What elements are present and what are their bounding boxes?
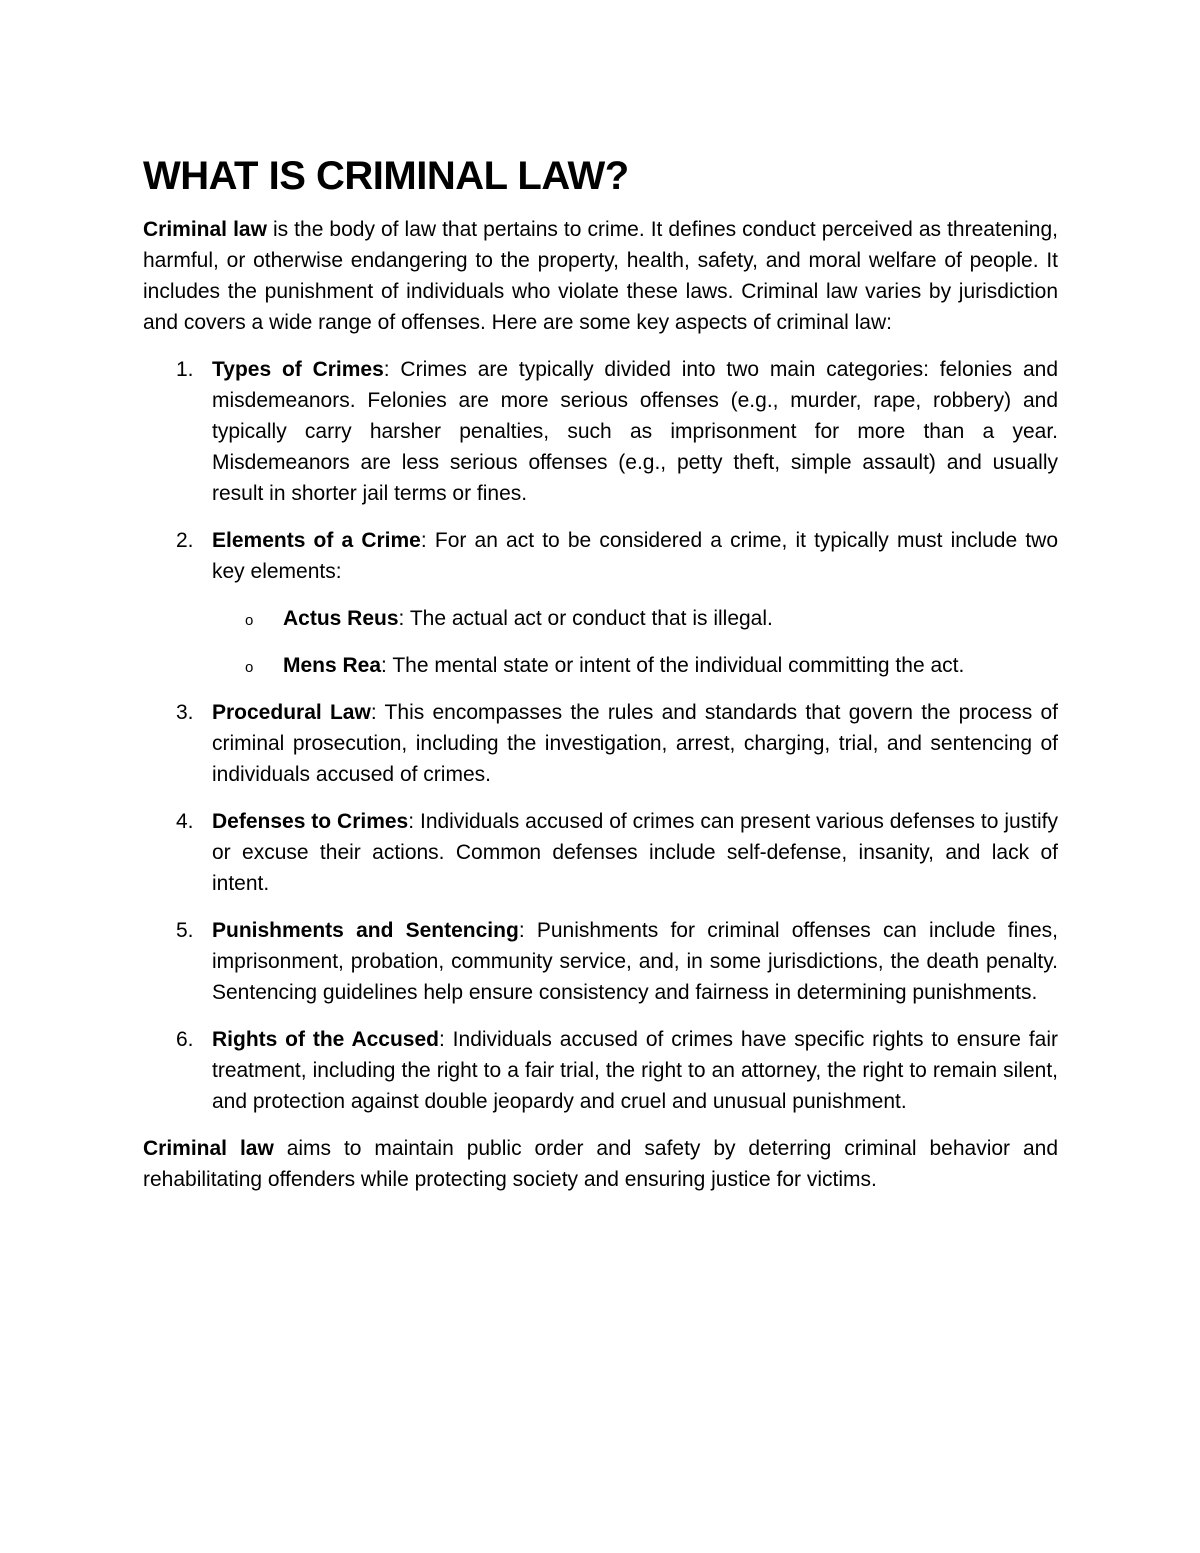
sublist-item-title: Mens Rea: [283, 654, 382, 677]
list-item-title: Types of Crimes: [212, 358, 384, 381]
list-item-number: 4.: [176, 810, 194, 833]
list-item: [143, 915, 1058, 1008]
intro-term: Criminal law: [143, 218, 267, 241]
document-title: WHAT IS CRIMINAL LAW?: [143, 154, 629, 198]
sublist-item-text: : The mental state or intent of the individual committing the act.: [381, 654, 965, 677]
list-item-number: 6.: [176, 1028, 194, 1051]
list-item-title: Defenses to Crimes: [212, 810, 409, 833]
list-item-title: Elements of a Crime: [212, 529, 421, 552]
sublist-item-title: Actus Reus: [283, 607, 399, 630]
list-item-text: : Punishments for criminal offenses can include fines, imprisonment, probation, community service, and, in some jurisdictions, the death penalty. Sentencing guidelines help ensure consistency and fairness in determining punishments.: [212, 919, 1058, 1004]
list-item-text: : This encompasses the rules and standards that govern the process of criminal prosecution, including the investigation, arrest, charging, trial, and sentencing of individuals accused of crimes.: [212, 701, 1058, 786]
list-item: [143, 1024, 1058, 1117]
document-page: [143, 152, 1058, 1195]
bullet-icon: o: [245, 659, 254, 676]
list-item: [143, 354, 1058, 509]
conclusion-text: aims to maintain public order and safety by deterring criminal behavior and rehabilitating offenders while protecting society and ensuring justice for victims.: [143, 1137, 1058, 1191]
list-item-number: 1.: [176, 358, 194, 381]
list-item-number: 2.: [176, 529, 194, 552]
conclusion-term: Criminal law: [143, 1137, 274, 1160]
list-item-text: : For an act to be considered a crime, it typically must include two key elements:: [212, 529, 1058, 583]
list-item-text: : Individuals accused of crimes have specific rights to ensure fair treatment, including the right to a fair trial, the right to an attorney, the right to remain silent, and protection against double jeopardy and cruel and unusual punishment.: [212, 1028, 1058, 1113]
intro-paragraph: [143, 214, 1058, 338]
bullet-icon: o: [245, 612, 254, 629]
list-item-title: Rights of the Accused: [212, 1028, 439, 1051]
conclusion-paragraph: [143, 1133, 1058, 1195]
list-item: [143, 525, 1058, 681]
list-item-title: Punishments and Sentencing: [212, 919, 519, 942]
list-item-number: 5.: [176, 919, 194, 942]
elements-sublist: [212, 603, 1058, 681]
sublist-item-text: : The actual act or conduct that is illegal.: [398, 607, 773, 630]
aspects-list: [143, 354, 1058, 1117]
list-item: [143, 806, 1058, 899]
intro-text: is the body of law that pertains to crime. It defines conduct perceived as threatening, harmful, or otherwise endangering to the property, health, safety, and moral welfare of people. It includes the punishment of individuals who violate these laws. Criminal law varies by jurisdiction and covers a wide range of offenses. Here are some key aspects of criminal law:: [143, 218, 1058, 334]
list-item-title: Procedural Law: [212, 701, 371, 724]
list-item-text: : Crimes are typically divided into two main categories: felonies and misdemeanors. Felonies are more serious offenses (e.g., murder, rape, robbery) and typically carry harsher penalties, such as imprisonment for more than a year. Misdemeanors are less serious offenses (e.g., petty theft, simple assault) and usually result in shorter jail terms or fines.: [212, 358, 1058, 505]
sublist-item: [212, 603, 1058, 634]
list-item: [143, 697, 1058, 790]
sublist-item: [212, 650, 1058, 681]
list-item-number: 3.: [176, 701, 194, 724]
list-item-text: : Individuals accused of crimes can present various defenses to justify or excuse their actions. Common defenses include self-defense, insanity, and lack of intent.: [212, 810, 1058, 895]
